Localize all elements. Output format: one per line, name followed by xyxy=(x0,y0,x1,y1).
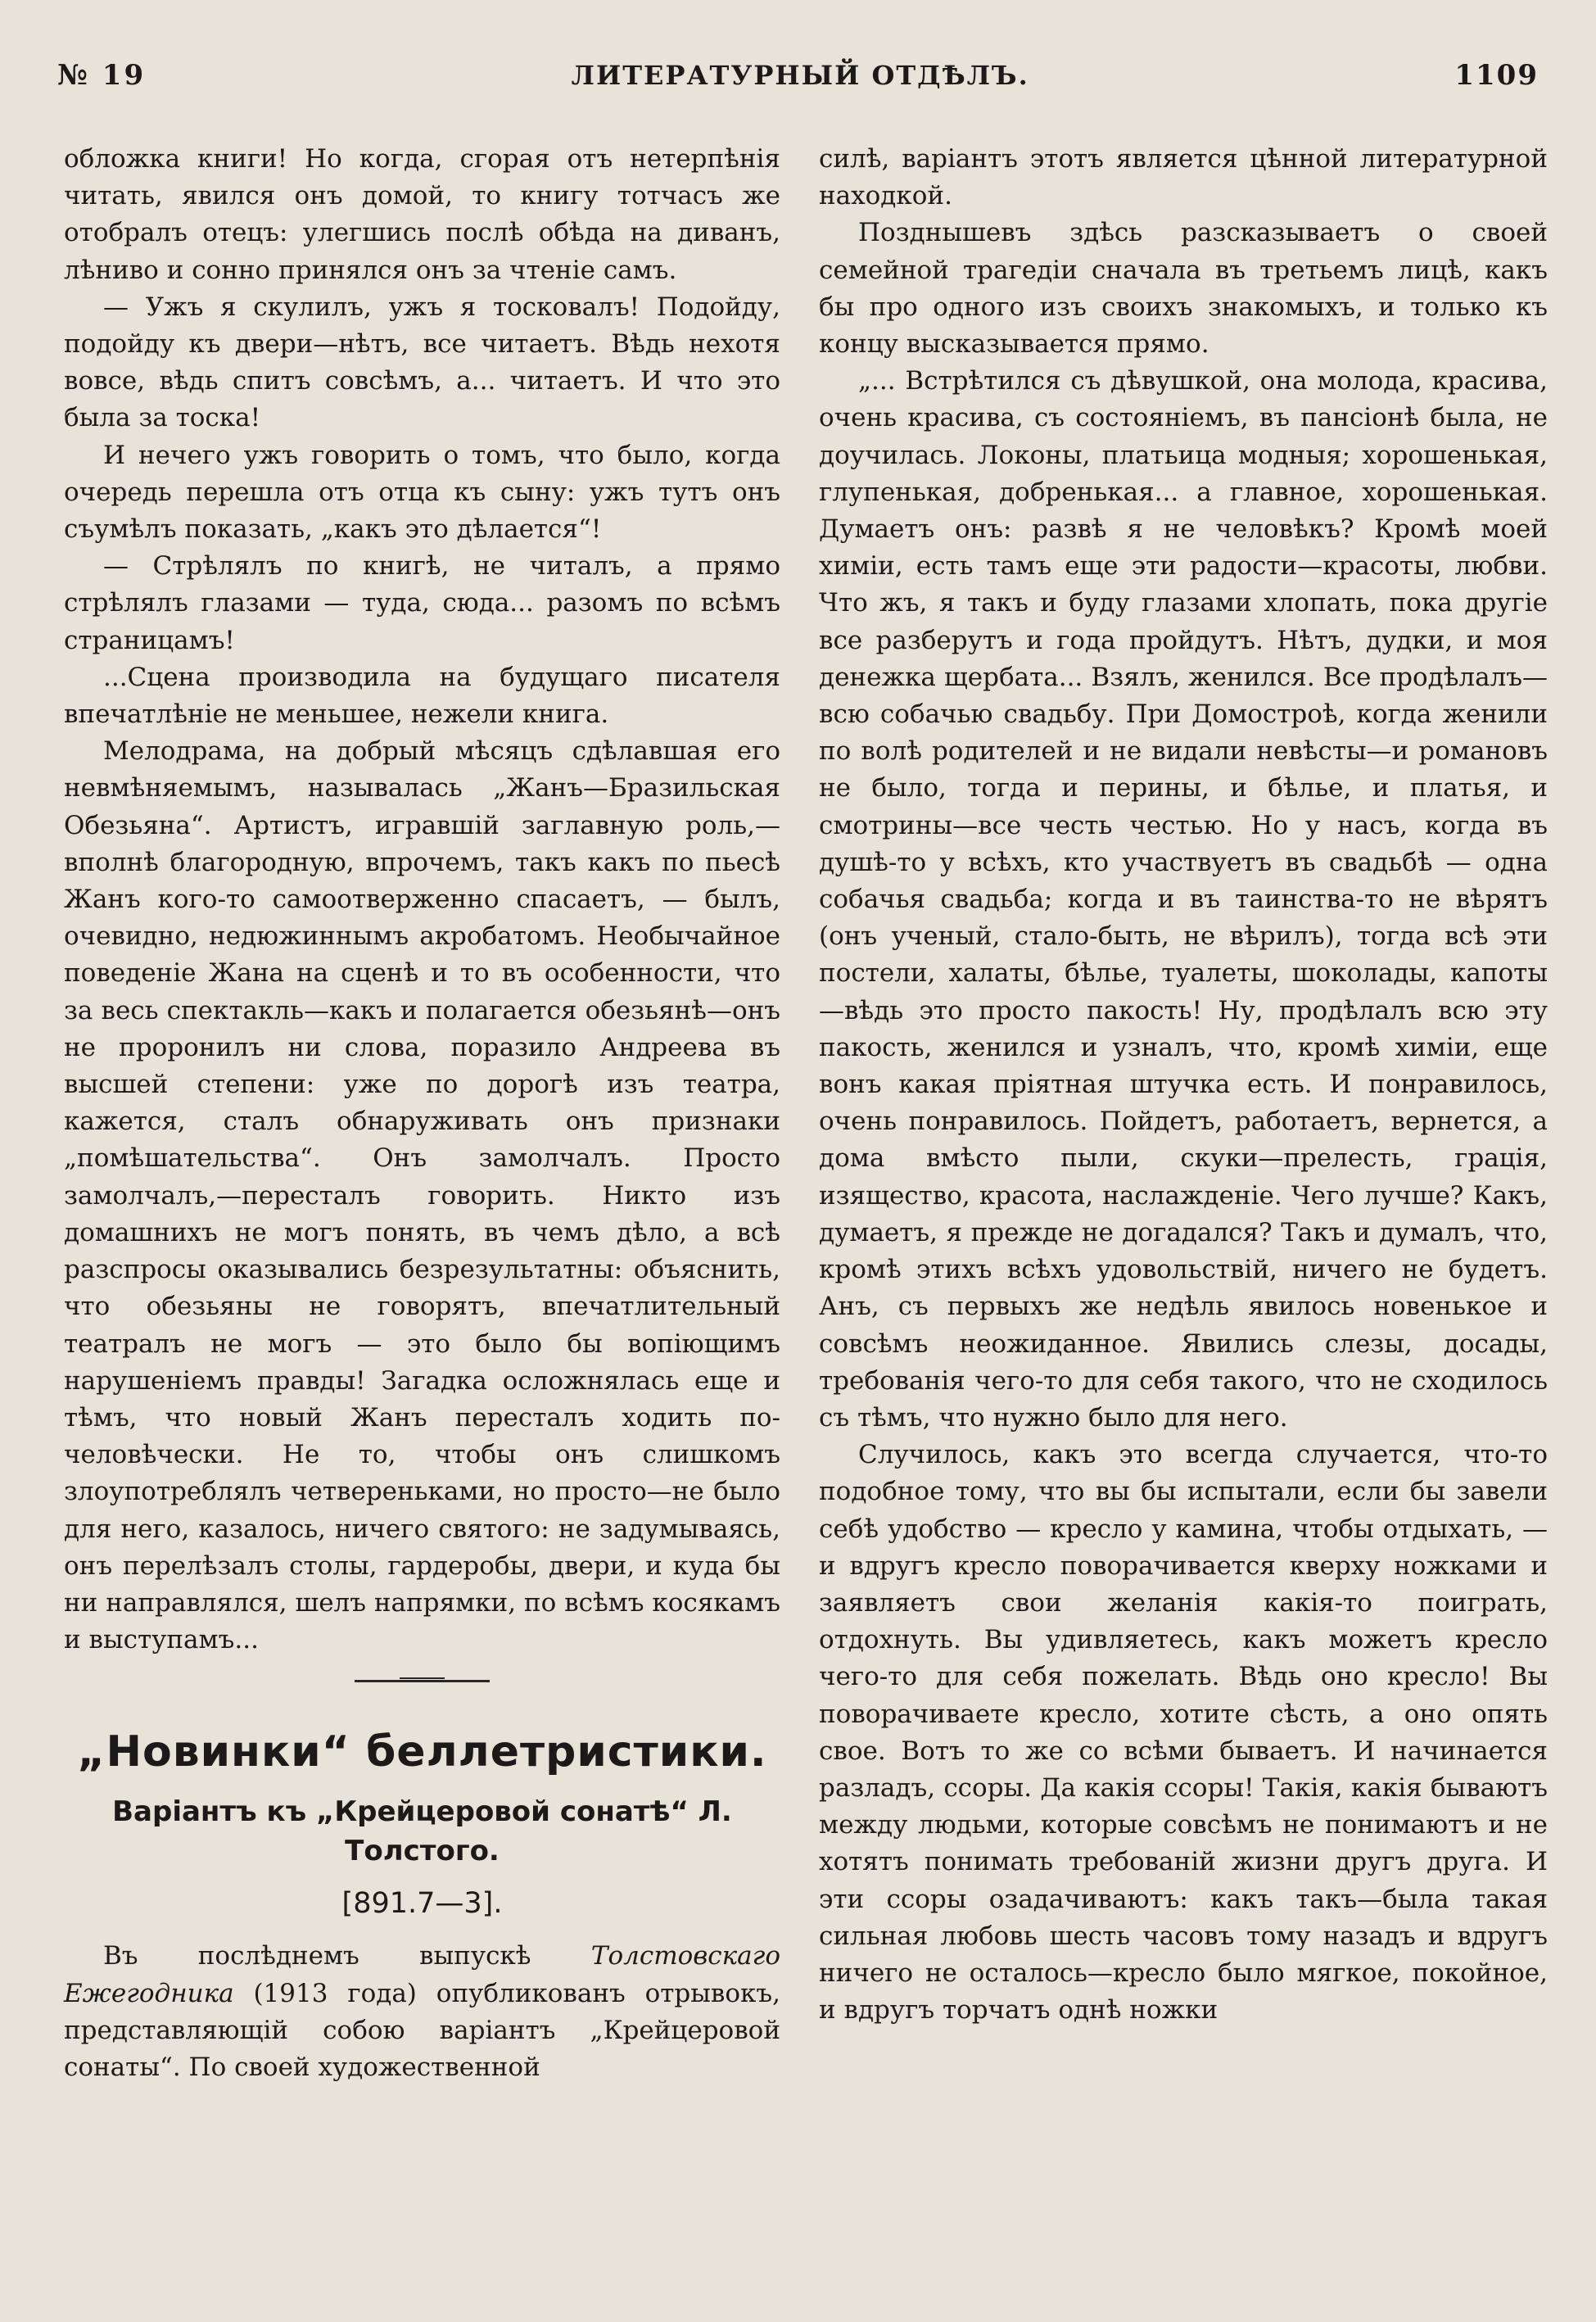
article-subtitle: Варіантъ къ „Крейцеровой сонатѣ“ Л. Толстого. xyxy=(112,1795,732,1868)
article-title: „Новинки“ беллетристики. xyxy=(77,1727,767,1777)
article-intro xyxy=(64,1938,780,2086)
intro-text: Въ послѣднемъ выпускѣ xyxy=(103,1941,591,1971)
paragraph: обложка книги! Но когда, сгорая отъ нетерпѣнія читать, явился онъ домой, то книгу тотчасъ же отобралъ отецъ: улегшись послѣ обѣда на диванъ, лѣниво и сонно принялся онъ за чтеніе самъ. xyxy=(64,144,780,285)
section-heading: ЛИТЕРАТУРНЫЙ ОТДѢЛЪ. xyxy=(571,60,1029,91)
paragraph: ...Сцена производила на будущаго писателя впечатлѣніе не меньшее, нежели книга. xyxy=(64,662,780,730)
left-column xyxy=(64,141,780,2086)
paragraph: „... Встрѣтился съ дѣвушкой, она молода, красива, очень красива, съ состояніемъ, въ пансіонѣ была, не доучилась. Локоны, платьица модныя; хорошенькая, глупенькая, добренькая... а главное, хорошенькая. Думаетъ онъ: развѣ я не человѣкъ? Кромѣ моей химіи, есть тамъ еще эти радости—красоты, любви. Что жъ, я такъ и буду глазами хлопать, пока другіе все разберутъ и года пройдутъ. Нѣтъ, дудки, и моя денежка щербата... Взялъ, женился. Все продѣлалъ—всю собачью свадьбу. При Домостроѣ, когда женили по волѣ родителей и не видали невѣсты—и романовъ не было, тогда и перины, и бѣлье, и платья, и смотрины—все честь честью. Но у насъ, когда въ душѣ-то у всѣхъ, кто участвуетъ въ свадьбѣ — одна собачья свадьба; когда и въ таинства-то не вѣрятъ (онъ ученый, стало-быть, не вѣрилъ), тогда всѣ эти постели, халаты, бѣлье, туалеты, шоколады, капоты—вѣдь это просто пакость! Ну, продѣлалъ всю эту пакость, женился и узналъ, что, кромѣ химіи, еще вонъ какая пріятная штучка есть. И понравилось, очень понравилось. Пойдетъ, работаетъ, вернется, а дома вмѣсто пыли, скуки—прелесть, грація, изящество, красота, наслажденіе. Чего лучше? Какъ, думаетъ, я прежде не догадался? Такъ и думалъ, что, кромѣ этихъ всѣхъ удовольствій, ничего не будетъ. Анъ, съ первыхъ же недѣль явилось новенькое и совсѣмъ неожиданное. Явились слезы, досады, требованія чего-то для себя такого, что не сходилось съ тѣмъ, что нужно было для него. xyxy=(819,366,1548,1433)
paragraph: Позднышевъ здѣсь разсказываетъ о своей семейной трагедіи сначала въ третьемъ лицѣ, какъ бы про одного изъ своихъ знакомыхъ, и только къ концу высказывается прямо. xyxy=(819,218,1548,360)
paragraph: И нечего ужъ говорить о томъ, что было, когда очередь перешла отъ отца къ сыну: ужъ тутъ онъ съумѣлъ показать, „какъ это дѣлается“! xyxy=(64,440,780,545)
paragraph: Случилось, какъ это всегда случается, что-то подобное тому, что вы бы испытали, если бы завели себѣ удобство — кресло у камина, чтобы отдыхать, — и вдругъ кресло поворачивается кверху ножками и заявляетъ свои желанія какія-то поиграть, отдохнуть. Вы удивляетесь, какъ можетъ кресло чего-то для себя пожелать. Вѣдь оно кресло! Вы поворачиваете кресло, хотите сѣсть, а оно опять свое. Вотъ то же со всѣми бываетъ. И начинается разладъ, ссоры. Да какія ссоры! Такія, какія бываютъ между людьми, которые совсѣмъ не понимаютъ и не хотятъ понимать требованій жизни другъ друга. И эти ссоры озадачиваютъ: какъ такъ—была такая сильная любовь шесть часовъ тому назадъ и вдругъ ничего не осталось—кресло было мягкое, покойное, и вдругъ торчатъ однѣ ножки xyxy=(819,1440,1548,2026)
intro-italic-title: Толстовскаго Ежегодника xyxy=(64,1941,780,2008)
intro-text: (1913 года) опубликованъ отрывокъ, представляющій собою варіантъ „Крейцеровой сонаты“. По своей художественной xyxy=(64,1978,780,2082)
paragraph: — Стрѣлялъ по книгѣ, не читалъ, а прямо стрѣлялъ глазами — туда, сюда... разомъ по всѣмъ страницамъ! xyxy=(64,551,780,655)
paragraph: силѣ, варіантъ этотъ является цѣнной литературной находкой. xyxy=(819,144,1548,211)
paragraph: — Ужъ я скулилъ, ужъ я тосковалъ! Подойду, подойду къ двери—нѣтъ, все читаетъ. Вѣдь нехотя вовсе, вѣдь спитъ совсѣмъ, а... читаетъ. И что это была за тоска! xyxy=(64,292,780,433)
right-column xyxy=(819,141,1548,2029)
paragraph: Мелодрама, на добрый мѣсяцъ сдѣлавшая его невмѣняемымъ, называлась „Жанъ—Бразильская Обезьяна“. Артистъ, игравшій заглавную роль,—вполнѣ благородную, впрочемъ, такъ какъ по пьесѣ Жанъ кого-то самоотверженно спасаетъ, — былъ, очевидно, недюжиннымъ акробатомъ. Необычайное поведеніе Жана на сценѣ и то въ особенности, что за весь спектакль—какъ и полагается обезьянѣ—онъ не проронилъ ни слова, поразило Андреева въ высшей степени: уже по дорогѣ изъ театра, кажется, сталъ обнаруживать онъ признаки „помѣшательства“. Онъ замолчалъ. Просто замолчалъ,—пересталъ говорить. Никто изъ домашнихъ не могъ понять, въ чемъ дѣло, а всѣ разспросы оказывались безрезультатны: объяснить, что обезьяны не говорятъ, впечатлительный театралъ не могъ — это было бы вопіющимъ нарушеніемъ правды! Загадка осложнялась еще и тѣмъ, что новый Жанъ пересталъ ходить по-человѣчески. Не то, чтобы онъ слишкомъ злоупотреблялъ четвереньками, но просто—не было для него, казалось, ничего святого: не задумываясь, онъ перелѣзалъ столы, гардеробы, двери, и куда бы ни направлялся, шелъ напрямки, по всѣмъ косякамъ и выступамъ... xyxy=(64,736,780,1655)
section-divider xyxy=(355,1680,490,1682)
page-header xyxy=(57,51,1539,100)
issue-number: № 19 xyxy=(57,59,147,92)
article-code: [891.7—3]. xyxy=(341,1887,503,1921)
page-number: 1109 xyxy=(1454,59,1539,92)
